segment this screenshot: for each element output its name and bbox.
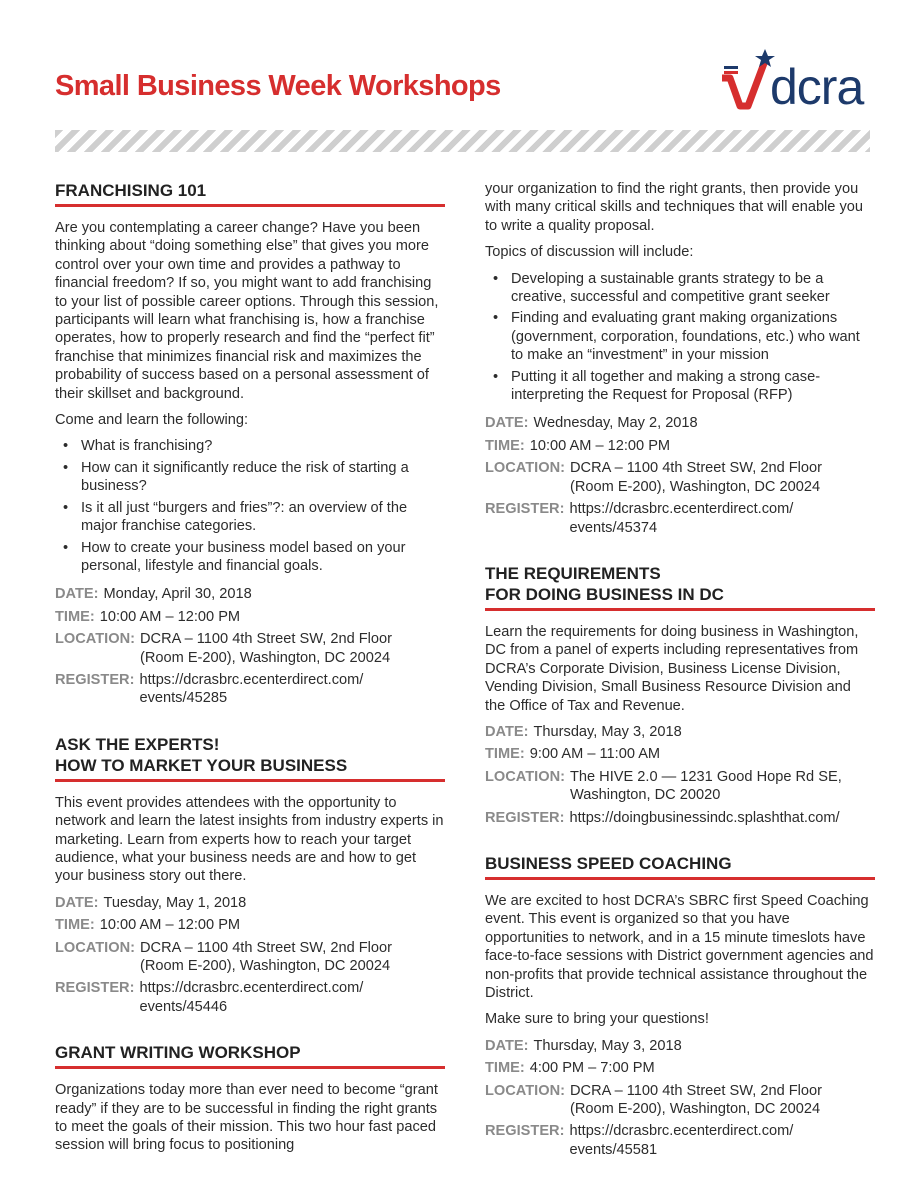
location-row [55, 939, 445, 976]
register-row [55, 979, 445, 1016]
register-line: https://dcrasbrc.ecenterdirect.com/ [139, 671, 364, 688]
register-row [485, 809, 875, 827]
register-line: https://dcrasbrc.ecenterdirect.com/ [569, 501, 794, 518]
date-row [485, 723, 875, 741]
date-label: DATE: [485, 415, 529, 432]
section-body: Learn the requirements for doing business in Washington, DC from a panel of experts including representatives from DCRA’s Corporate Division, Business License Division, Vending Division, Small Business Resource Division and the Office of Tax and Revenue. [485, 623, 859, 714]
time-row [55, 608, 445, 626]
date-label: DATE: [55, 894, 99, 911]
location-line: DCRA – 1100 4th Street SW, 2nd Floor [139, 939, 392, 956]
date-row [485, 414, 875, 432]
location-line: (Room E-200), Washington, DC 20024 [139, 958, 391, 974]
list-lead: Come and learn the following: [55, 412, 249, 429]
register-label: REGISTER: [55, 980, 135, 997]
heading-line: THE REQUIREMENTS [485, 563, 661, 583]
right-column [485, 180, 875, 1185]
section-body: This event provides attendees with the opportunity to network and learn the latest insights from industry experts in marketing. Learn from experts how to reach your target audience, what your business needs are and how to get your business story out there. [55, 794, 444, 885]
list-lead: Topics of discussion will include: [485, 244, 694, 261]
time-label: TIME: [485, 1060, 525, 1077]
register-line: events/45581 [569, 1141, 658, 1158]
flag-star-icon [722, 49, 775, 106]
date-row [485, 1037, 875, 1055]
location-line: The HIVE 2.0 — 1231 Good Hope Rd SE, [569, 768, 842, 785]
date-value: Monday, April 30, 2018 [103, 586, 252, 603]
register-row [55, 671, 445, 708]
grant-section-continued [485, 180, 875, 537]
time-value: 4:00 PM – 7:00 PM [529, 1060, 655, 1077]
list-item: • How to create your business model based on your personal, lifestyle and financial goals. [55, 539, 445, 576]
location-label: LOCATION: [485, 768, 565, 785]
list-item: • Putting it all together and making a strong case-interpreting the Request for Proposal (RFP) [485, 368, 875, 405]
list-item: • Finding and evaluating grant making organizations (government, corporation, foundations, etc.) who want to make an “investment” in your mission [485, 309, 875, 364]
section-heading [485, 563, 875, 611]
register-link[interactable] [569, 1122, 875, 1159]
register-link[interactable] [569, 809, 875, 827]
location-line: (Room E-200), Washington, DC 20024 [569, 478, 821, 495]
dcra-logo [718, 48, 888, 120]
experts-section [55, 734, 445, 1016]
register-link[interactable] [139, 671, 445, 708]
section-heading: BUSINESS SPEED COACHING [485, 853, 875, 880]
location-label: LOCATION: [55, 631, 135, 648]
location-value [570, 459, 875, 496]
location-row [485, 768, 875, 805]
section-body: Organizations today more than ever need to become “grant ready” if they are to be successful in finding the right grants to meet the goals of their mission. This two hour fast paced session will bring focus to positioning [55, 1082, 438, 1154]
section-heading [55, 734, 445, 782]
register-link[interactable] [569, 500, 875, 537]
location-row [485, 1082, 875, 1119]
section-heading: FRANCHISING 101 [55, 180, 445, 207]
register-line: events/45285 [139, 690, 228, 707]
register-line: events/45446 [139, 998, 228, 1015]
location-row [55, 630, 445, 667]
location-value [570, 1082, 875, 1119]
date-label: DATE: [485, 723, 529, 740]
location-line: DCRA – 1100 4th Street SW, 2nd Floor [569, 1082, 822, 1099]
location-line: DCRA – 1100 4th Street SW, 2nd Floor [569, 460, 822, 477]
section-body: We are excited to host DCRA’s SBRC first Speed Coaching event. This event is organized so that you have opportunities to network, and in a 15 minute timeslots have face-to-face sessions with District government agencies and non-profits that provide technical assistance throughout the District. [485, 892, 874, 1001]
register-line: https://dcrasbrc.ecenterdirect.com/ [139, 980, 364, 997]
franchising-section [55, 180, 445, 708]
heading-line: ASK THE EXPERTS! [55, 734, 220, 754]
time-row [55, 916, 445, 934]
date-label: DATE: [55, 586, 99, 603]
decorative-hatch-divider [55, 130, 870, 152]
list-item: • Developing a sustainable grants strategy to be a creative, successful and competitive grant seeker [485, 270, 875, 307]
register-label: REGISTER: [485, 1123, 565, 1140]
date-value: Thursday, May 3, 2018 [533, 1037, 682, 1054]
grant-section [55, 1042, 445, 1155]
heading-line: FOR DOING BUSINESS IN DC [485, 584, 724, 604]
register-link[interactable] [139, 979, 445, 1016]
date-value: Tuesday, May 1, 2018 [103, 894, 247, 911]
location-value [140, 630, 445, 667]
location-line: (Room E-200), Washington, DC 20024 [139, 649, 391, 666]
requirements-section [485, 563, 875, 827]
register-line: https://dcrasbrc.ecenterdirect.com/ [569, 1123, 794, 1140]
register-label: REGISTER: [485, 809, 565, 826]
register-line: https://doingbusinessindc.splashthat.com/ [569, 809, 840, 826]
time-label: TIME: [55, 917, 95, 934]
list-item: • How can it significantly reduce the risk of starting a business? [55, 459, 445, 496]
date-value: Thursday, May 3, 2018 [533, 723, 682, 740]
section-body: Are you contemplating a career change? Have you been thinking about “doing something else” that gives you more control over your own time and provides a pathway to financial freedom? If so, you might want to add franchising to your list of possible career options. Through this session, participants will learn what franchising is, how a franchise operates, how to properly research and find the “perfect fit” franchise that minimizes financial risk and maximizes the probability of success based on a personal assessment of their skillset and background. [55, 220, 439, 402]
time-value: 10:00 AM – 12:00 PM [529, 437, 671, 454]
date-row [55, 894, 445, 912]
time-row [485, 1059, 875, 1077]
register-label: REGISTER: [485, 501, 565, 518]
location-label: LOCATION: [485, 460, 565, 477]
bullet-list [55, 437, 445, 575]
location-label: LOCATION: [485, 1082, 565, 1099]
time-value: 9:00 AM – 11:00 AM [529, 746, 661, 763]
date-row [55, 585, 445, 603]
page-title: Small Business Week Workshops [55, 70, 501, 102]
list-item: • What is franchising? [55, 437, 445, 455]
register-line: events/45374 [569, 519, 658, 536]
logo-wordmark: dcra [770, 59, 864, 115]
time-row [485, 745, 875, 763]
section-note: Make sure to bring your questions! [485, 1011, 709, 1028]
time-label: TIME: [485, 746, 525, 763]
speed-coaching-section [485, 853, 875, 1159]
location-row [485, 459, 875, 496]
date-label: DATE: [485, 1037, 529, 1054]
location-value [570, 768, 875, 805]
left-column [55, 180, 445, 1181]
location-line: Washington, DC 20020 [569, 787, 721, 804]
list-item: • Is it all just “burgers and fries”?: an overview of the major franchise categories. [55, 499, 445, 536]
date-value: Wednesday, May 2, 2018 [533, 415, 698, 432]
heading-line: HOW TO MARKET YOUR BUSINESS [55, 755, 348, 775]
time-label: TIME: [485, 437, 525, 454]
register-row [485, 1122, 875, 1159]
location-line: DCRA – 1100 4th Street SW, 2nd Floor [139, 631, 392, 648]
location-value [140, 939, 445, 976]
location-label: LOCATION: [55, 939, 135, 956]
time-label: TIME: [55, 608, 95, 625]
time-value: 10:00 AM – 12:00 PM [99, 608, 241, 625]
time-row [485, 437, 875, 455]
time-value: 10:00 AM – 12:00 PM [99, 917, 241, 934]
register-label: REGISTER: [55, 671, 135, 688]
bullet-list [485, 270, 875, 405]
section-heading: GRANT WRITING WORKSHOP [55, 1042, 445, 1069]
section-body: your organization to find the right grants, then provide you with many critical skills and techniques that will enable you to write a quality proposal. [485, 181, 863, 234]
location-line: (Room E-200), Washington, DC 20024 [569, 1101, 821, 1118]
register-row [485, 500, 875, 537]
